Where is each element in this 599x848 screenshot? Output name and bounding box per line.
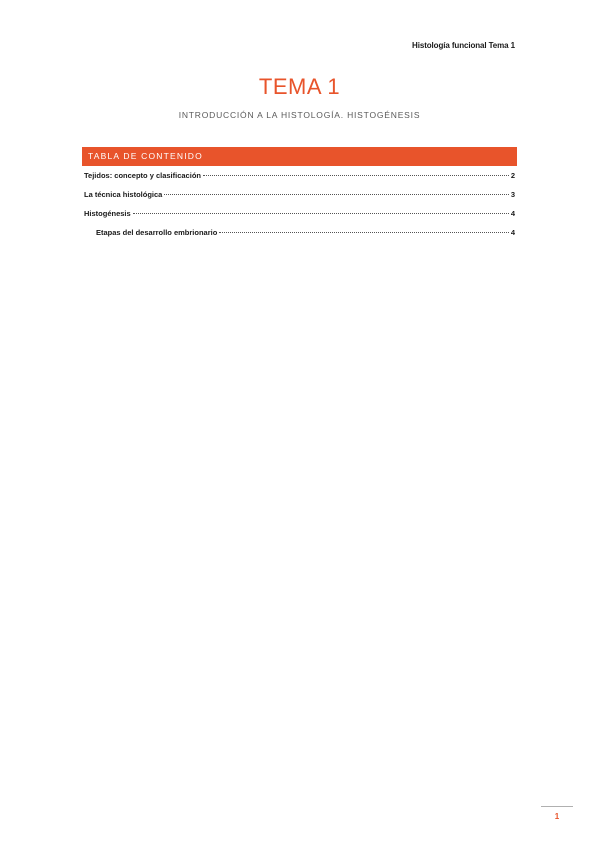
- toc-entry[interactable]: [84, 171, 515, 190]
- page-number: 1: [554, 812, 560, 821]
- running-header: Histología funcional Tema 1: [412, 41, 515, 50]
- page-title: TEMA 1: [258, 74, 341, 99]
- toc-entry[interactable]: [84, 190, 515, 209]
- toc-entry[interactable]: [84, 209, 515, 228]
- footer-divider: [541, 806, 573, 807]
- toc-dot-leader: [203, 175, 509, 176]
- page-subtitle: INTRODUCCIÓN A LA HISTOLOGÍA. HISTOGÉNESIS: [178, 110, 421, 120]
- toc-entry-label: Etapas del desarrollo embrionario: [96, 228, 218, 237]
- table-of-contents: [84, 171, 515, 247]
- toc-heading-bar: [82, 147, 517, 166]
- toc-dot-leader: [164, 194, 508, 195]
- toc-entry-label: Tejidos: concepto y clasificación: [84, 171, 201, 180]
- toc-entry-page: 4: [510, 209, 515, 218]
- toc-entry-page: 2: [510, 171, 515, 180]
- toc-entry-label: La técnica histológica: [84, 190, 163, 199]
- toc-entry-page: 4: [510, 228, 515, 237]
- toc-entry-label: Histogénesis: [84, 209, 131, 218]
- toc-dot-leader: [133, 213, 509, 214]
- toc-dot-leader: [219, 232, 509, 233]
- toc-subentry[interactable]: [84, 228, 515, 247]
- toc-entry-page: 3: [510, 190, 515, 199]
- toc-heading: TABLA DE CONTENIDO: [88, 151, 203, 161]
